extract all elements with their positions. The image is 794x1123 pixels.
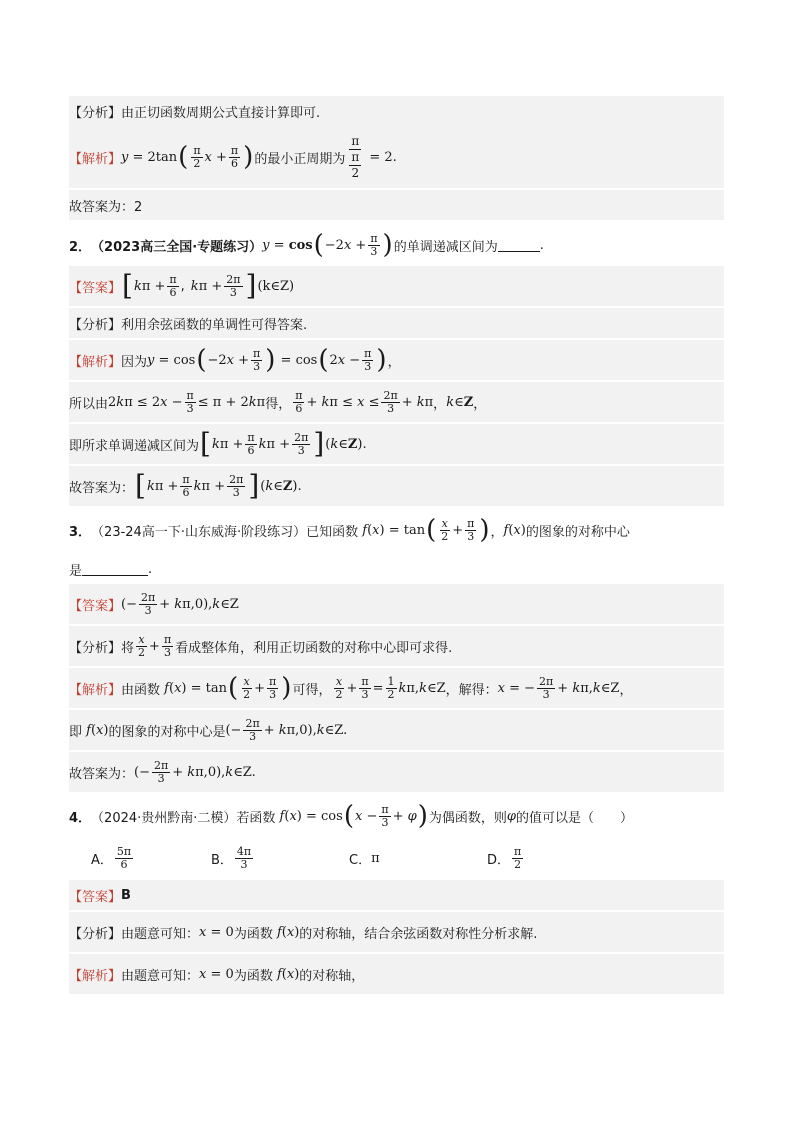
- analysis-tag: 【分析】: [69, 317, 122, 333]
- option-num: 4π: [236, 844, 252, 858]
- answer-blank: [498, 238, 540, 252]
- analysis-text: 为函数: [233, 926, 273, 942]
- solution-text: 即: [69, 724, 83, 740]
- analysis-tag: 【分析】: [69, 640, 122, 656]
- solution-text: ，解得：: [445, 682, 498, 698]
- fraction: $\frac{\pi}{6}$: [230, 143, 239, 170]
- question-text: 若函数: [236, 810, 276, 826]
- question-source: （23-24高一下·山东威海·阶段练习）: [91, 524, 307, 540]
- option-label: D．: [487, 852, 511, 868]
- question-2-stem: 2． （2023高三全国·专题练习） y = cos ( −2 x + $\frac{\pi}{3}$ ) 的单调递减区间为 .: [69, 230, 544, 260]
- period-fraction: π π 2: [351, 133, 360, 180]
- analysis-text: 看成整体角，利用正切函数的对称中心即可求得.: [175, 640, 453, 656]
- solution-text: 的对称轴，: [299, 968, 365, 984]
- option-c[interactable]: [349, 849, 380, 868]
- solution-text: 故答案为：: [69, 480, 135, 496]
- option-den: 2: [514, 857, 522, 871]
- solution-text: 因为: [121, 354, 148, 370]
- analysis-line-q2: [69, 308, 724, 338]
- solution-text: 可得，: [292, 682, 332, 698]
- solution-tag: 【解析】: [69, 354, 122, 370]
- solution-tag: 【解析】: [69, 151, 122, 167]
- option-den: 3: [240, 857, 248, 871]
- option-label: A．: [91, 852, 113, 868]
- solution-text: 的图象的对称中心是: [108, 724, 226, 740]
- answer-line-q3: 【答案】 (− $\frac{2\pi}{3}$ + k π,0), k ∈Z: [69, 584, 724, 624]
- solution-line-q3-3: 故答案为： (− $\frac{2\pi}{3}$ + k π,0), k ∈Z.: [69, 752, 724, 792]
- solution-text: 由题意可知：: [121, 968, 200, 984]
- solution-line-q2: 【解析】 因为 y = cos ( −2 x + $\frac{\pi}{3}$ ) = cos ( 2 x − $\frac{\pi}{3}$ ) ，: [69, 340, 724, 380]
- answer-tag: 【答案】: [69, 598, 122, 614]
- solution-line-q2-4: 故答案为： [ k π + $\frac{\pi}{6}$ k π + $\frac{2\pi}{3}$ ] ( k ∈ Z ).: [69, 466, 724, 506]
- question-text: 的图象的对称中心: [525, 524, 630, 540]
- option-num: 5π: [116, 844, 132, 858]
- answer-line-p1: [69, 190, 724, 220]
- analysis-tag: 【分析】: [69, 105, 122, 121]
- answer-line-q4: [69, 880, 724, 910]
- analysis-line-q3: 【分析】 将 $\frac{x}{2}$ + $\frac{\pi}{3}$ 看成整体角，利用正切函数的对称中心即可求得.: [69, 626, 724, 666]
- solution-text: 即所求单调递减区间为: [69, 438, 200, 454]
- question-number: 2．: [69, 239, 92, 255]
- solution-tag: 【解析】: [69, 682, 122, 698]
- solution-text: 的最小正周期为: [254, 151, 346, 167]
- option-den: 6: [120, 857, 128, 871]
- question-text: ，: [490, 524, 504, 540]
- question-number: 3．: [69, 524, 92, 540]
- option-b[interactable]: [211, 846, 255, 871]
- analysis-text: 利用余弦函数的单调性可得答案.: [121, 317, 308, 333]
- analysis-text: 的对称轴，结合余弦函数对称性分析求解.: [299, 926, 538, 942]
- option-value: π: [371, 850, 380, 866]
- analysis-text: 将: [121, 640, 135, 656]
- option-d[interactable]: [487, 846, 525, 871]
- question-text: 为偶函数，则: [428, 810, 507, 826]
- question-number: 4．: [69, 810, 92, 826]
- question-3-stem: 3． （23-24高一下·山东威海·阶段练习） 已知函数 f ( x ) = tan ( $\frac{x}{2}$ + $\frac{\pi}{3}$ ) ， f ( x ) 的图象的对称中心: [69, 515, 630, 545]
- solution-line-q4: 【解析】 由题意可知： x = 0 为函数 f ( x ) 的对称轴，: [69, 954, 724, 994]
- math-expr: y: [121, 149, 129, 165]
- analysis-tag: 【分析】: [69, 926, 122, 942]
- option-label: B．: [211, 852, 233, 868]
- analysis-line-q4: 【分析】 由题意可知： x = 0 为函数 f ( x ) 的对称轴，结合余弦函数对称性分析求解.: [69, 912, 724, 952]
- option-a[interactable]: [91, 846, 135, 871]
- solution-text: 故答案为：: [69, 766, 135, 782]
- answer-value: B: [121, 887, 131, 903]
- question-text: 是: [69, 563, 83, 579]
- question-text: 已知函数: [306, 524, 359, 540]
- option-label: C．: [349, 852, 372, 868]
- question-source: （2024·贵州黔南·二模）: [91, 810, 237, 826]
- solution-text: 为函数: [233, 968, 273, 984]
- analysis-line-p1: [69, 96, 724, 126]
- option-num: π: [514, 844, 522, 858]
- question-text: 的单调递减区间为: [393, 239, 498, 255]
- solution-text: 所以由: [69, 396, 109, 412]
- solution-line-q3: 【解析】 由函数 f ( x ) = tan ( $\frac{x}{2}$ + $\frac{\pi}{3}$ ) 可得， $\frac{x}{2}$ + $\frac{\pi}{3}$ = $\frac{1}{2}$ k π, k ∈Z ，解得： x = − $\frac{2\pi}{3}$ + k π, k ∈Z ，: [69, 668, 724, 708]
- solution-text: 由函数: [121, 682, 161, 698]
- answer-suffix: (k∈Z): [257, 278, 295, 294]
- answer-blank: [82, 562, 148, 576]
- solution-line-p1: 【解析】 y = 2tan ( $\frac{\pi}{2}$ x + $\frac{\pi}{6}$ ) 的最小正周期为 π π 2 = 2.: [69, 126, 724, 188]
- analysis-text: 由正切函数周期公式直接计算即可.: [121, 105, 321, 121]
- solution-line-q2-2: 所以由 2 k π ≤ 2 x − $\frac{\pi}{3}$ ≤ π + 2 k π 得， $\frac{\pi}{6}$ + k π ≤ x ≤ $\frac{2\pi}{3}$ + k π ， k ∈ Z ，: [69, 382, 724, 422]
- question-3-stem-2: 是 .: [69, 561, 153, 579]
- answer-tag: 【答案】: [69, 889, 122, 905]
- question-4-options: [69, 838, 724, 878]
- answer-line-q2: 【答案】 [ k π + $\frac{\pi}{6}$ , k π + $\frac{2\pi}{3}$ ] (k∈Z): [69, 266, 724, 306]
- question-4-stem: 4． （2024·贵州黔南·二模） 若函数 f ( x ) = cos ( x − $\frac{\pi}{3}$ + φ ) 为偶函数，则 φ 的值可以是（ ）: [69, 801, 634, 831]
- solution-line-q3-2: 即 f ( x ) 的图象的对称中心是 (− $\frac{2\pi}{3}$ + k π,0), k ∈Z.: [69, 710, 724, 750]
- answer-tag: 【答案】: [69, 280, 122, 296]
- answer-text: 故答案为：2: [69, 199, 143, 215]
- fraction: $\frac{\pi}{2}$: [193, 143, 201, 170]
- analysis-text: 由题意可知：: [121, 926, 200, 942]
- solution-text: 得，: [265, 396, 292, 412]
- solution-tag: 【解析】: [69, 968, 122, 984]
- solution-line-q2-3: 即所求单调递减区间为 [ k π + $\frac{\pi}{6}$ k π + $\frac{2\pi}{3}$ ] ( k ∈ Z ).: [69, 424, 724, 464]
- question-source: （2023高三全国·专题练习）: [91, 239, 263, 255]
- question-text: 的值可以是（ ）: [516, 810, 634, 826]
